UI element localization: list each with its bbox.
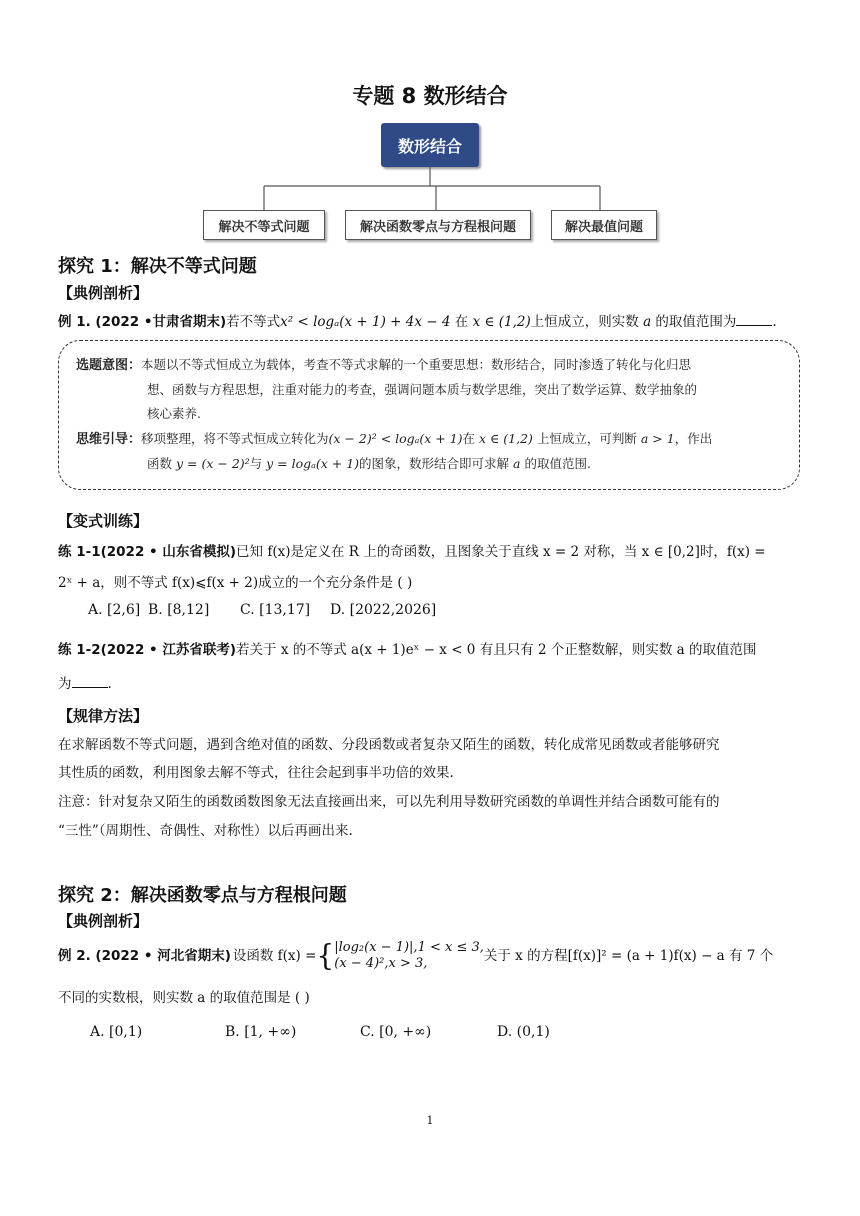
example2-choice-c: C. [0, +∞) bbox=[360, 1024, 432, 1040]
example2-choice-a: A. [0,1) bbox=[90, 1024, 143, 1040]
method-text: “三性”（周期性、奇偶性、对称性）以后再画出来. bbox=[58, 823, 353, 839]
exercise-1-2-line1 bbox=[58, 640, 757, 660]
example1-var: a bbox=[643, 314, 652, 330]
exercise-1-2-line2: 为 . bbox=[58, 676, 112, 692]
guide-math: a > 1 bbox=[640, 431, 675, 446]
analysis-intent bbox=[76, 353, 788, 426]
page-title: 专题 8 数形结合 bbox=[352, 84, 508, 108]
section2-heading: 探究 2：解决函数零点与方程根问题 bbox=[58, 885, 347, 906]
guide-math: a bbox=[513, 456, 521, 471]
variant-label: 【变式训练】 bbox=[58, 512, 149, 530]
intent-label: 选题意图： bbox=[76, 358, 142, 373]
exercise-1-2-text: 为 bbox=[58, 676, 72, 692]
guide-math: x ∈ (1,2) bbox=[479, 431, 533, 446]
method-text: 其性质的函数，利用图象去解不等式，往往会起到事半功倍的效果. bbox=[58, 765, 454, 781]
example1-text: 的取值范围为 bbox=[651, 314, 737, 330]
guide-math: y = logₐ(x + 1) bbox=[266, 456, 360, 471]
exercise-1-1-choice-b: B. [8,12] bbox=[148, 602, 210, 618]
mindmap-node-zeros: 解决函数零点与方程根问题 bbox=[345, 210, 531, 240]
guide-text: ，作出 bbox=[674, 431, 713, 446]
section1-example-label: 【典例剖析】 bbox=[58, 284, 149, 302]
piecewise-case: (x − 4)²,x > 3, bbox=[334, 956, 428, 971]
mindmap-root: 数形结合 bbox=[381, 123, 479, 167]
example1-text: 若不等式 bbox=[226, 314, 281, 330]
mindmap-node-inequality: 解决不等式问题 bbox=[203, 210, 325, 240]
exercise-1-2-text: 若关于 x 的不等式 a(x + 1)eˣ − x < 0 有且只有 2 个正整数解，则实数 a 的取值范围 bbox=[236, 642, 757, 658]
example1-prefix: 例 1. (2022 •甘肃省期末) bbox=[58, 314, 227, 330]
example1-text: 在 bbox=[450, 314, 473, 330]
example1: 例 1. (2022 •甘肃省期末)若不等式x² < logₐ(x + 1) + 4x − 4 在 x ∈ (1,2)上恒成立，则实数 a 的取值范围为 . bbox=[58, 314, 777, 330]
piecewise-case: |log₂(x − 1)|,1 < x ≤ 3, bbox=[334, 940, 484, 955]
intent-text: 想、函数与方程思想，注重对能力的考查，强调问题本质与数学思维，突出了数学运算、数学抽象的 bbox=[147, 382, 698, 397]
guide-text: 的取值范围. bbox=[520, 456, 591, 471]
intent-text: 核心素养. bbox=[147, 406, 201, 421]
answer-blank bbox=[736, 313, 772, 326]
exercise-1-1-line2: 2ˣ + a，则不等式 f(x)⩽f(x + 2)成立的一个充分条件是 ( ) bbox=[58, 575, 413, 591]
exercise-1-1-line1 bbox=[58, 542, 766, 562]
method-text: 在求解函数不等式问题，遇到含绝对值的函数、分段函数或者复杂又陌生的函数，转化成常见函数或者能够研究 bbox=[58, 737, 720, 753]
guide-text: 与 bbox=[249, 456, 267, 471]
guide-text: 移项整理，将不等式恒成立转化为 bbox=[141, 431, 329, 446]
exercise-1-1-prefix: 练 1-1(2022 • 山东省模拟) bbox=[58, 544, 237, 560]
answer-blank bbox=[72, 675, 108, 688]
example2-text: 设函数 f(x) = bbox=[232, 948, 317, 964]
guide-text: 的图象，数形结合即可求解 bbox=[359, 456, 514, 471]
example2-text: 关于 x 的方程[f(x)]² = (a + 1)f(x) − a 有 7 个 bbox=[483, 948, 774, 964]
example1-range: x ∈ (1,2) bbox=[472, 314, 531, 330]
page-number: 1 bbox=[426, 1114, 434, 1127]
section2-example-label: 【典例剖析】 bbox=[58, 912, 149, 930]
mindmap-node-extrema: 解决最值问题 bbox=[551, 210, 657, 240]
method-text: 注意：针对复杂又陌生的函数函数图象无法直接画出来，可以先利用导数研究函数的单调性并结合函数可能有的 bbox=[58, 794, 720, 810]
example2-line1 bbox=[58, 940, 773, 972]
example2-choice-b: B. [1, +∞) bbox=[225, 1024, 297, 1040]
exercise-1-1-choice-d: D. [2022,2026] bbox=[330, 602, 437, 618]
intent-text: 本题以不等式恒成立为载体，考查不等式求解的一个重要思想：数形结合，同时渗透了转化与化归思 bbox=[141, 357, 692, 372]
guide-math: (x − 2)² < logₐ(x + 1) bbox=[328, 431, 463, 446]
exercise-1-1-choice-c: C. [13,17] bbox=[240, 602, 311, 618]
guide-math: y = (x − 2)² bbox=[175, 456, 250, 471]
exercise-1-2-prefix: 练 1-2(2022 • 江苏省联考) bbox=[58, 642, 237, 658]
example1-math: x² < logₐ(x + 1) + 4x − 4 bbox=[280, 314, 451, 330]
piecewise-cases bbox=[334, 940, 484, 972]
example2-choice-d: D. (0,1) bbox=[497, 1024, 550, 1040]
exercise-1-1-choice-a: A. [2,6] bbox=[88, 602, 141, 618]
guide-text: 函数 bbox=[147, 456, 176, 471]
section1-heading: 探究 1：解决不等式问题 bbox=[58, 256, 257, 277]
method-label: 【规律方法】 bbox=[58, 707, 149, 725]
guide-text: 上恒成立，可判断 bbox=[532, 431, 641, 446]
example1-text: 上恒成立，则实数 bbox=[530, 314, 644, 330]
guide-text: 在 bbox=[462, 431, 480, 446]
example2-line2: 不同的实数根，则实数 a 的取值范围是 ( ) bbox=[58, 990, 310, 1006]
analysis-guide bbox=[76, 427, 788, 476]
guide-label: 思维引导： bbox=[76, 432, 142, 447]
piecewise-brace: { bbox=[316, 938, 335, 973]
exercise-1-1-text: 已知 f(x)是定义在 R 上的奇函数，且图象关于直线 x = 2 对称，当 x ∈ [0,2]时，f(x) = bbox=[236, 544, 766, 560]
example2-prefix: 例 2. (2022 • 河北省期末) bbox=[58, 948, 231, 964]
